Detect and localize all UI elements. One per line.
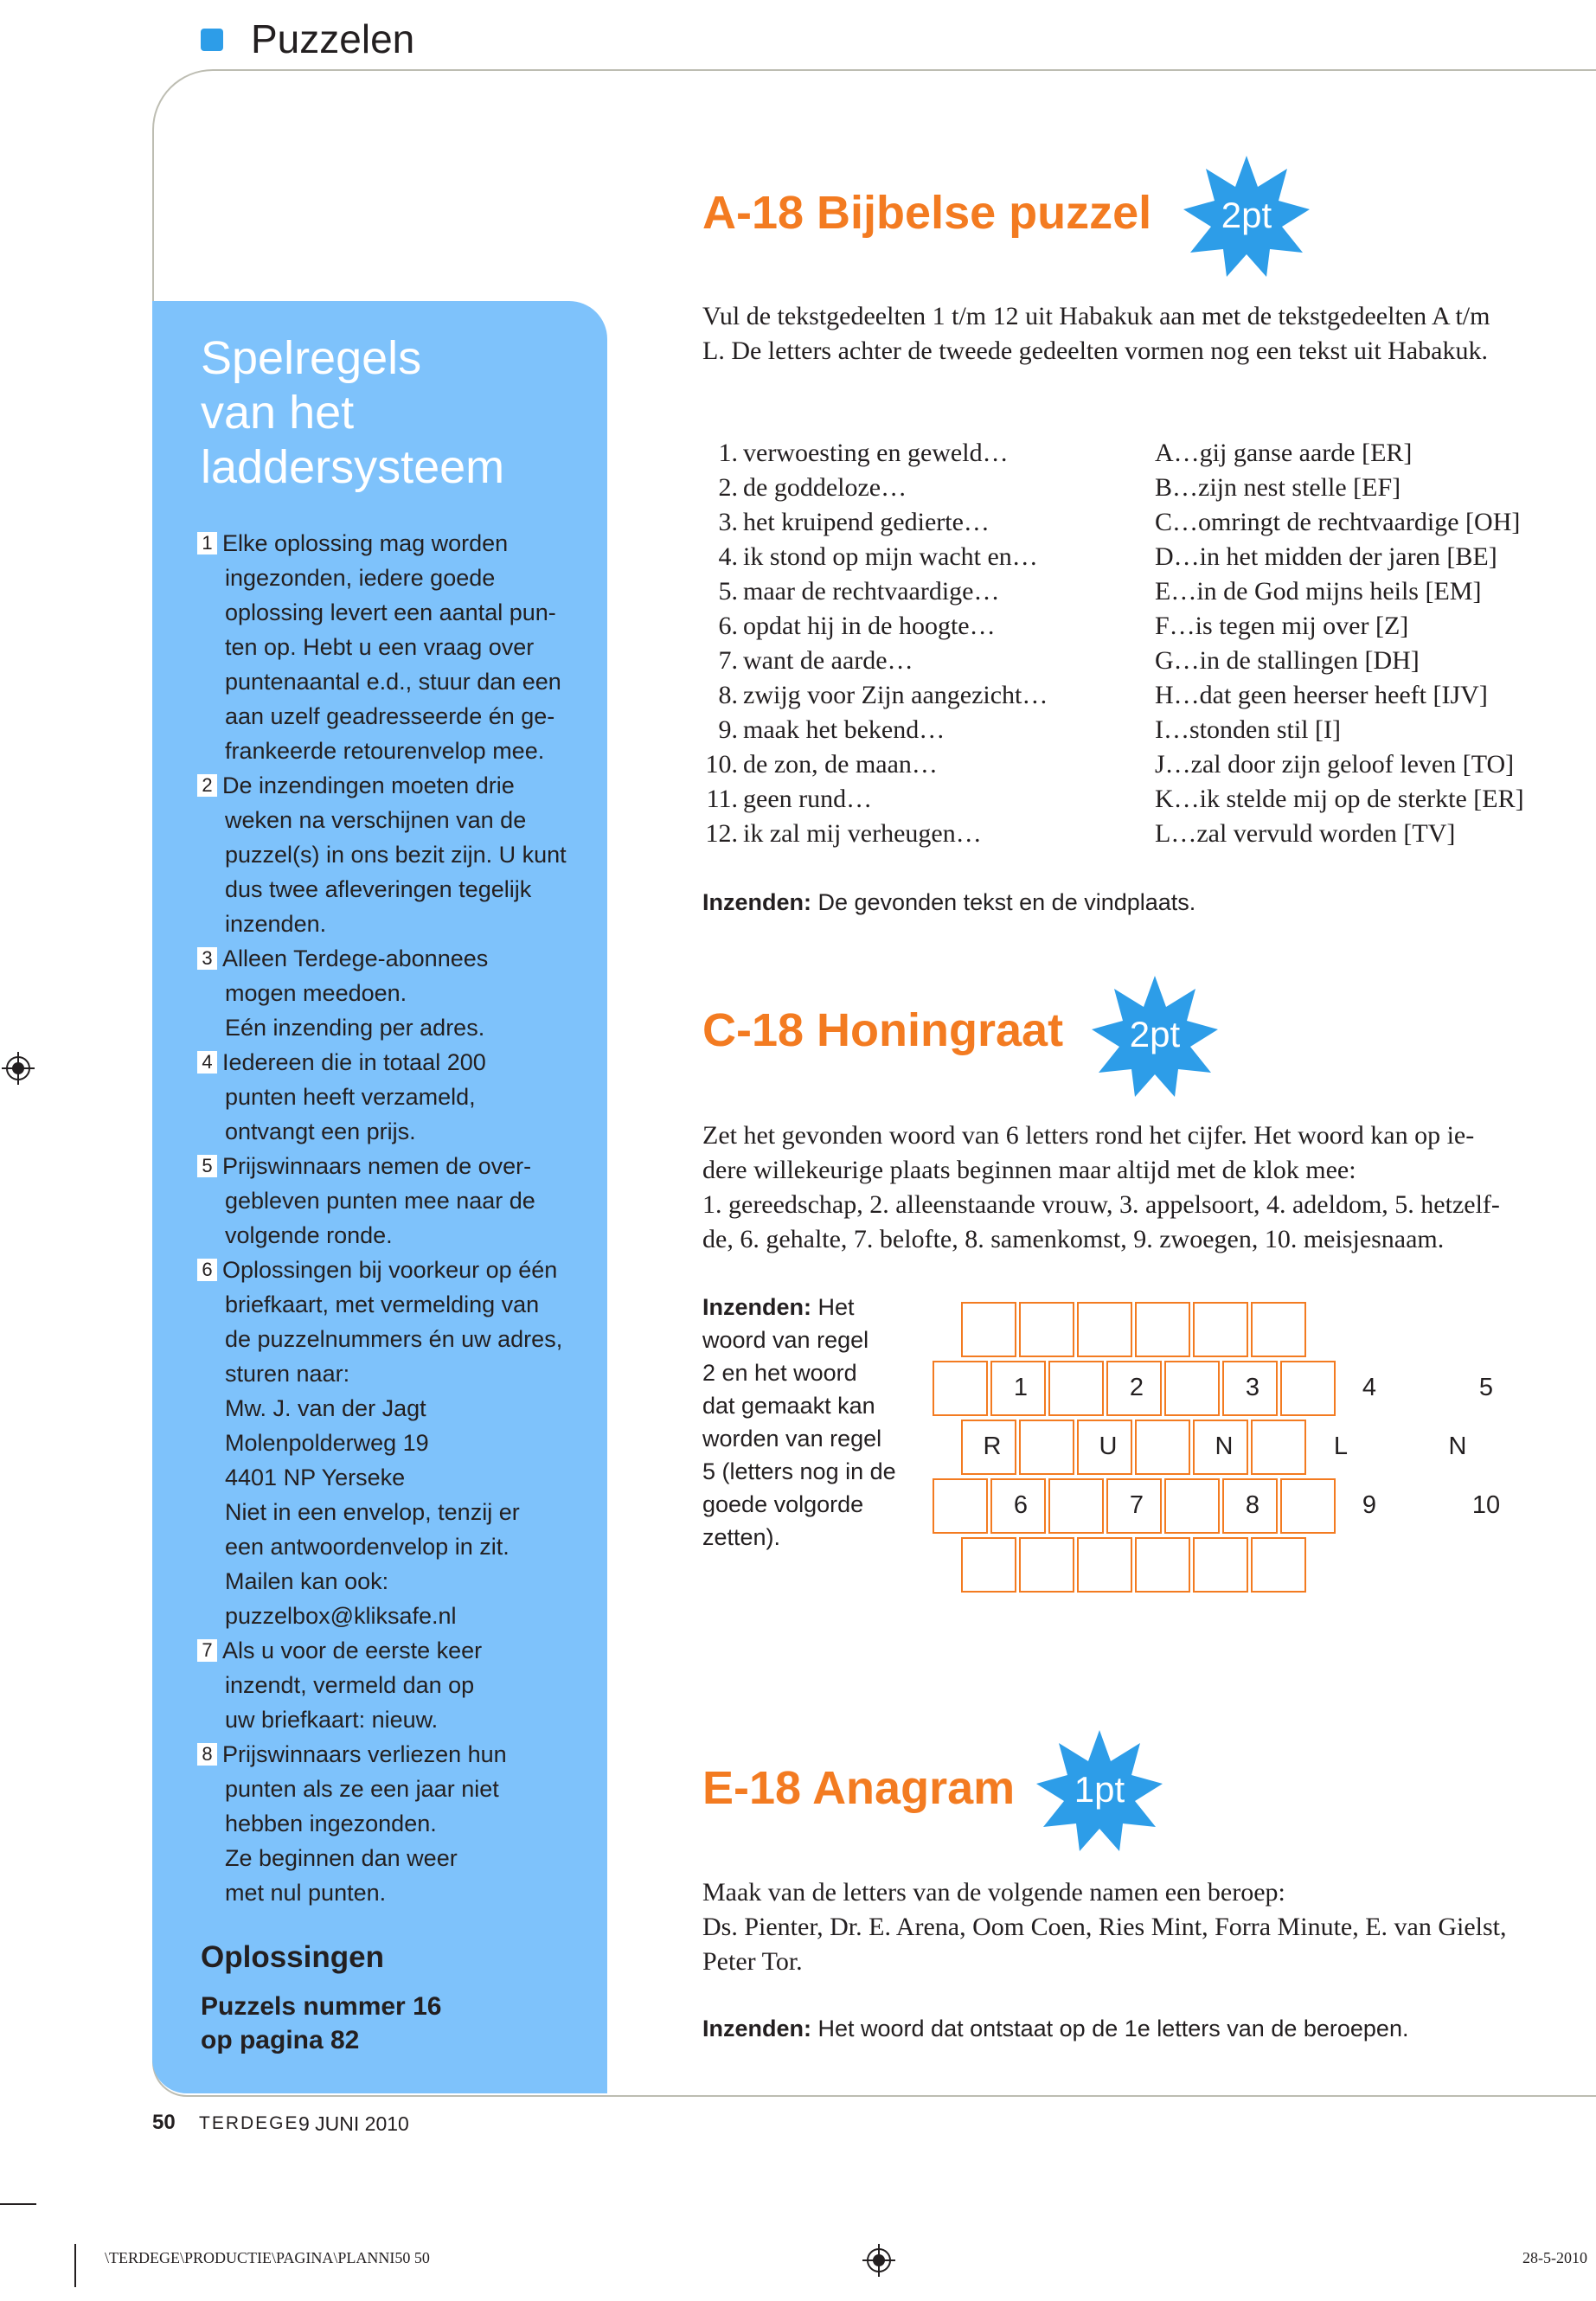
honeycomb-cell[interactable]: [1280, 1361, 1336, 1416]
rule-text: punten heeft verzameld,: [225, 1084, 476, 1110]
rule-text: gebleven punten mee naar de: [225, 1188, 535, 1214]
honeycomb-cell[interactable]: [1135, 1537, 1190, 1593]
rule-line: [197, 1668, 578, 1702]
rule-text: hebben ingezonden.: [225, 1811, 437, 1836]
rule-line: [197, 1253, 578, 1287]
rule-number: 4: [197, 1051, 217, 1074]
honeycomb-label: U: [1099, 1433, 1118, 1460]
solutions-subtitle-line: Puzzels nummer 16: [201, 1992, 442, 2021]
list-item-text: zwijg voor Zijn aangezicht…: [743, 681, 1048, 709]
list-item-number: 5.: [718, 577, 738, 606]
list-item-number: 7.: [718, 646, 738, 675]
submit-text: dat gemaakt kan: [702, 1393, 875, 1419]
honeycomb-cell[interactable]: [1251, 1420, 1306, 1475]
rule-number: 7: [197, 1639, 217, 1662]
puzzle-e-submit: [702, 2016, 1408, 2042]
rule-line: [197, 1529, 578, 1564]
rule-line: [197, 1737, 578, 1772]
rule-line: [197, 803, 578, 837]
list-item: [705, 644, 1103, 678]
rule-text: Prijswinnaars verliezen hun: [222, 1741, 507, 1767]
list-item: B…zijn nest stelle [EF]: [1155, 473, 1401, 502]
rule-line: [197, 595, 578, 630]
rule-line: [197, 664, 578, 699]
rule-item: [197, 1253, 578, 1633]
honeycomb-cell[interactable]: [1193, 1302, 1248, 1357]
intro-line: Peter Tor.: [702, 1947, 803, 1976]
rule-text: Iedereen die in totaal 200: [222, 1049, 486, 1075]
solutions-subtitle-line: op pagina 82: [201, 2026, 360, 2054]
puzzle-c-intro: [702, 1118, 1576, 1257]
honeycomb-cell[interactable]: [1077, 1302, 1132, 1357]
rule-text: puzzelbox@kliksafe.nl: [225, 1603, 457, 1629]
intro-line: Zet het gevonden woord van 6 letters rond het cijfer. Het woord kan op ie-: [702, 1121, 1475, 1150]
list-item-number: 9.: [718, 715, 738, 744]
rule-line: [197, 1806, 578, 1841]
list-item: [705, 505, 1103, 540]
rule-text: punten als ze een jaar niet: [225, 1776, 499, 1802]
rule-text: mogen meedoen.: [225, 980, 407, 1006]
rule-text: ten op. Hebt u een vraag over: [225, 634, 535, 660]
honeycomb-cell[interactable]: [1019, 1420, 1074, 1475]
registration-mark-icon: [2, 1052, 35, 1085]
honeycomb-label: N: [1215, 1433, 1234, 1460]
rule-number: 5: [197, 1155, 217, 1177]
crop-mark: [74, 2244, 76, 2287]
rule-line: [197, 1287, 578, 1322]
solutions-title: Oplossingen: [201, 1940, 384, 1974]
list-item-number: 3.: [718, 508, 738, 536]
honeycomb-cell[interactable]: [1251, 1302, 1306, 1357]
rule-text: dus twee afleveringen tegelijk: [225, 876, 532, 902]
list-item: [705, 817, 1103, 851]
list-item-number: 10.: [705, 750, 738, 779]
rule-text: Prijswinnaars nemen de over-: [222, 1153, 532, 1179]
rule-line: [197, 1633, 578, 1668]
page-number: 50: [152, 2111, 176, 2134]
rule-line: [197, 1080, 578, 1114]
rule-line: [197, 1702, 578, 1737]
rule-text: frankeerde retourenvelop mee.: [225, 738, 545, 764]
puzzle-e-title: E-18 Anagram: [702, 1762, 1016, 1814]
rule-text: inzenden.: [225, 911, 327, 937]
print-path: \TERDEGE\PRODUCTIE\PAGINA\PLANNI50 50: [105, 2249, 430, 2266]
honeycomb-label: R: [983, 1433, 1002, 1460]
rule-text: weken na verschijnen van de: [225, 807, 527, 833]
intro-line: Ds. Pienter, Dr. E. Arena, Oom Coen, Ries Mint, Forra Minute, E. van Gielst,: [702, 1913, 1507, 1941]
rule-text: 4401 NP Yerseke: [225, 1465, 406, 1490]
rule-line: [197, 526, 578, 561]
rule-line: [197, 1460, 578, 1495]
rule-line: [197, 699, 578, 734]
list-item-number: 12.: [705, 819, 738, 848]
intro-line: dere willekeurige plaats beginnen maar altijd met de klok mee:: [702, 1156, 1356, 1184]
rule-line: [197, 1356, 578, 1391]
rule-number: 6: [197, 1259, 217, 1281]
magazine-name: TERDEGE: [199, 2113, 299, 2133]
sidebar-title-line: laddersysteem: [201, 441, 505, 493]
rule-text: oplossing levert een aantal pun-: [225, 599, 556, 625]
rule-text: Niet in een envelop, tenzij er: [225, 1499, 520, 1525]
rule-line: [197, 1183, 578, 1218]
puzzle-a-left-list: [705, 436, 1103, 851]
rule-line: [197, 1149, 578, 1183]
honeycomb-cell[interactable]: [933, 1361, 988, 1416]
honeycomb-label: 5: [1478, 1374, 1494, 1401]
rule-text: puntenaantal e.d., stuur dan een: [225, 669, 561, 695]
submit-text: Het: [811, 1294, 855, 1320]
list-item-number: 6.: [718, 612, 738, 640]
submit-text: goede volgorde: [702, 1491, 864, 1517]
rule-text: Mw. J. van der Jagt: [225, 1395, 426, 1421]
rule-text: puzzel(s) in ons bezit zijn. U kunt: [225, 842, 567, 868]
rule-line: [197, 561, 578, 595]
rule-text: Elke oplossing mag worden: [222, 530, 509, 556]
puzzle-e-points: 1pt: [1074, 1769, 1125, 1810]
rule-text: Alleen Terdege-abonnees: [222, 945, 489, 971]
submit-label: Inzenden:: [702, 889, 811, 915]
list-item: A…gij ganse aarde [ER]: [1155, 439, 1413, 467]
list-item: [705, 471, 1103, 505]
list-item-text: geen rund…: [743, 785, 873, 813]
list-item: [705, 540, 1103, 574]
rule-number: 2: [197, 774, 217, 797]
submit-label: Inzenden:: [702, 2016, 811, 2041]
rule-text: ontvangt een prijs.: [225, 1118, 416, 1144]
puzzle-a-submit: [702, 889, 1195, 916]
rule-line: [197, 837, 578, 872]
list-item: H…dat geen heerser heeft [IJV]: [1155, 681, 1488, 709]
rule-item: [197, 1737, 578, 1910]
list-item-number: 1.: [718, 439, 738, 467]
intro-line: 1. gereedschap, 2. alleenstaande vrouw, 3. appelsoort, 4. adeldom, 5. hetzelf-: [702, 1190, 1500, 1219]
list-item-text: maak het bekend…: [743, 715, 945, 744]
puzzle-c-points: 2pt: [1129, 1014, 1181, 1054]
rule-number: 1: [197, 532, 217, 554]
rule-line: [197, 1599, 578, 1633]
intro-line: Maak van de letters van de volgende namen een beroep:: [702, 1878, 1285, 1907]
section-marker: [201, 29, 223, 51]
honeycomb-cell[interactable]: [1164, 1361, 1220, 1416]
submit-label: Inzenden:: [702, 1294, 811, 1320]
submit-text: De gevonden tekst en de vindplaats.: [811, 889, 1196, 915]
honeycomb-label: 1: [1013, 1374, 1029, 1401]
list-item: [705, 713, 1103, 747]
honeycomb-cell[interactable]: [1280, 1478, 1336, 1534]
honeycomb-label: 7: [1129, 1491, 1144, 1519]
list-item-text: opdat hij in de hoogte…: [743, 612, 996, 640]
rule-item: [197, 1633, 578, 1737]
rule-line: [197, 941, 578, 976]
rule-text: Als u voor de eerste keer: [222, 1638, 483, 1663]
rule-text: met nul punten.: [225, 1880, 387, 1906]
rule-text: Ze beginnen dan weer: [225, 1845, 458, 1871]
list-item: [705, 574, 1103, 609]
print-date: 28-5-2010: [1522, 2249, 1587, 2266]
honeycomb-cell[interactable]: [1135, 1302, 1190, 1357]
list-item: K…ik stelde mij op de sterkte [ER]: [1155, 785, 1524, 813]
rule-text: een antwoordenvelop in zit.: [225, 1534, 510, 1560]
rule-text: Molenpolderweg 19: [225, 1430, 429, 1456]
rule-line: [197, 1322, 578, 1356]
rule-line: [197, 907, 578, 941]
list-item: G…in de stallingen [DH]: [1155, 646, 1420, 675]
rule-text: volgende ronde.: [225, 1222, 393, 1248]
honeycomb-label: 10: [1471, 1491, 1501, 1519]
rule-line: [197, 1391, 578, 1426]
rule-item: [197, 526, 578, 768]
honeycomb-cell[interactable]: [1251, 1537, 1306, 1593]
section-title: Puzzelen: [251, 16, 415, 61]
list-item-number: 8.: [718, 681, 738, 709]
list-item-text: maar de rechtvaardige…: [743, 577, 1000, 606]
list-item: L…zal vervuld worden [TV]: [1155, 819, 1456, 848]
rule-text: Oplossingen bij voorkeur op één: [222, 1257, 558, 1283]
honeycomb-label: N: [1448, 1433, 1467, 1460]
honeycomb-cell[interactable]: [1019, 1537, 1074, 1593]
list-item: [705, 747, 1103, 782]
honeycomb-label: 3: [1245, 1374, 1260, 1401]
honeycomb-label: 8: [1245, 1491, 1260, 1519]
rule-number: 3: [197, 947, 217, 970]
submit-text: Het woord dat ontstaat op de 1e letters van de beroepen.: [811, 2016, 1409, 2041]
rule-line: [197, 1564, 578, 1599]
rule-text: briefkaart, met vermelding van: [225, 1292, 540, 1317]
intro-line: L. De letters achter de tweede gedeelten vormen nog een tekst uit Habakuk.: [702, 336, 1488, 365]
rule-text: inzendt, vermeld dan op: [225, 1672, 475, 1698]
honeycomb-cell[interactable]: [961, 1537, 1016, 1593]
list-item: I…stonden stil [I]: [1155, 715, 1341, 744]
list-item: [705, 609, 1103, 644]
rule-text: Eén inzending per adres.: [225, 1015, 485, 1041]
honeycomb-label: 9: [1362, 1491, 1377, 1519]
submit-text: 5 (letters nog in de: [702, 1458, 896, 1484]
honeycomb-cell[interactable]: [961, 1302, 1016, 1357]
rule-text: De inzendingen moeten drie: [222, 772, 515, 798]
rule-line: [197, 1772, 578, 1806]
list-item-text: want de aarde…: [743, 646, 913, 675]
puzzle-e-intro: [702, 1875, 1576, 1979]
list-item: F…is tegen mij over [Z]: [1155, 612, 1409, 640]
honeycomb-label: 2: [1129, 1374, 1144, 1401]
intro-line: de, 6. gehalte, 7. belofte, 8. samenkomst, 9. zwoegen, 10. meisjesnaam.: [702, 1225, 1445, 1253]
rule-line: [197, 768, 578, 803]
list-item-text: verwoesting en geweld…: [743, 439, 1009, 467]
rule-text: uw briefkaart: nieuw.: [225, 1707, 439, 1733]
rule-line: [197, 1841, 578, 1875]
honeycomb-cell[interactable]: [1019, 1302, 1074, 1357]
list-item: J…zal door zijn geloof leven [TO]: [1155, 750, 1515, 779]
sidebar-title-line: Spelregels: [201, 332, 422, 384]
rule-line: [197, 1495, 578, 1529]
submit-text: zetten).: [702, 1524, 781, 1550]
list-item-text: ik zal mij verheugen…: [743, 819, 982, 848]
list-item: D…in het midden der jaren [BE]: [1155, 542, 1497, 571]
intro-line: Vul de tekstgedeelten 1 t/m 12 uit Habakuk aan met de tekstgedeelten A t/m: [702, 302, 1490, 330]
list-item-number: 2.: [718, 473, 738, 502]
puzzle-a-intro: [702, 299, 1576, 369]
rule-line: [197, 1114, 578, 1149]
sidebar-title: [201, 331, 564, 495]
rule-number: 8: [197, 1743, 217, 1766]
registration-mark-icon: [862, 2244, 895, 2277]
honeycomb-cell[interactable]: [1193, 1537, 1248, 1593]
rule-line: [197, 1875, 578, 1910]
rule-line: [197, 872, 578, 907]
honeycomb-label: 4: [1362, 1374, 1377, 1401]
puzzle-a-points: 2pt: [1221, 195, 1272, 235]
rule-line: [197, 976, 578, 1010]
rule-line: [197, 1218, 578, 1253]
rule-line: [197, 734, 578, 768]
puzzle-c-title: C-18 Honingraat: [702, 1004, 1064, 1056]
submit-text: worden van regel: [702, 1426, 882, 1452]
rule-text: ingezonden, iedere goede: [225, 565, 496, 591]
rule-line: [197, 1426, 578, 1460]
honeycomb-cell[interactable]: [1135, 1420, 1190, 1475]
rule-text: Mailen kan ook:: [225, 1568, 389, 1594]
puzzle-c-submit: [702, 1291, 919, 1554]
list-item: [705, 678, 1103, 713]
list-item: C…omringt de rechtvaardige [OH]: [1155, 508, 1521, 536]
solutions-subtitle: [201, 1990, 441, 2057]
rule-item: [197, 1045, 578, 1149]
list-item-text: de zon, de maan…: [743, 750, 938, 779]
puzzle-a-title: A-18 Bijbelse puzzel: [702, 187, 1152, 239]
honeycomb-cell[interactable]: [1077, 1537, 1132, 1593]
list-item-number: 4.: [718, 542, 738, 571]
issue-date: 9 JUNI 2010: [298, 2112, 409, 2135]
puzzle-a-right-list: [1155, 436, 1570, 851]
rule-line: [197, 1010, 578, 1045]
rule-item: [197, 1149, 578, 1253]
submit-text: 2 en het woord: [702, 1360, 857, 1386]
honeycomb-cell[interactable]: [933, 1478, 988, 1534]
rule-text: de puzzelnummers én uw adres,: [225, 1326, 563, 1352]
honeycomb-label: 6: [1013, 1491, 1029, 1519]
honeycomb-cell[interactable]: [1164, 1478, 1220, 1534]
list-item-text: de goddeloze…: [743, 473, 907, 502]
list-item: E…in de God mijns heils [EM]: [1155, 577, 1482, 606]
rule-line: [197, 630, 578, 664]
list-item-text: ik stond op mijn wacht en…: [743, 542, 1038, 571]
honeycomb-label: L: [1333, 1433, 1349, 1460]
list-item: [705, 782, 1103, 817]
rule-item: [197, 768, 578, 941]
rule-text: sturen naar:: [225, 1361, 350, 1387]
list-item-number: 11.: [706, 785, 738, 813]
rule-item: [197, 941, 578, 1045]
list-item: [705, 436, 1103, 471]
list-item-text: het kruipend gedierte…: [743, 508, 990, 536]
crop-mark: [0, 2203, 36, 2205]
honeycomb-cell[interactable]: [1048, 1478, 1104, 1534]
rule-text: aan uzelf geadresseerde én ge-: [225, 703, 555, 729]
sidebar-title-line: van het: [201, 387, 355, 439]
honeycomb-cell[interactable]: [1048, 1361, 1104, 1416]
submit-text: woord van regel: [702, 1327, 869, 1353]
rule-line: [197, 1045, 578, 1080]
